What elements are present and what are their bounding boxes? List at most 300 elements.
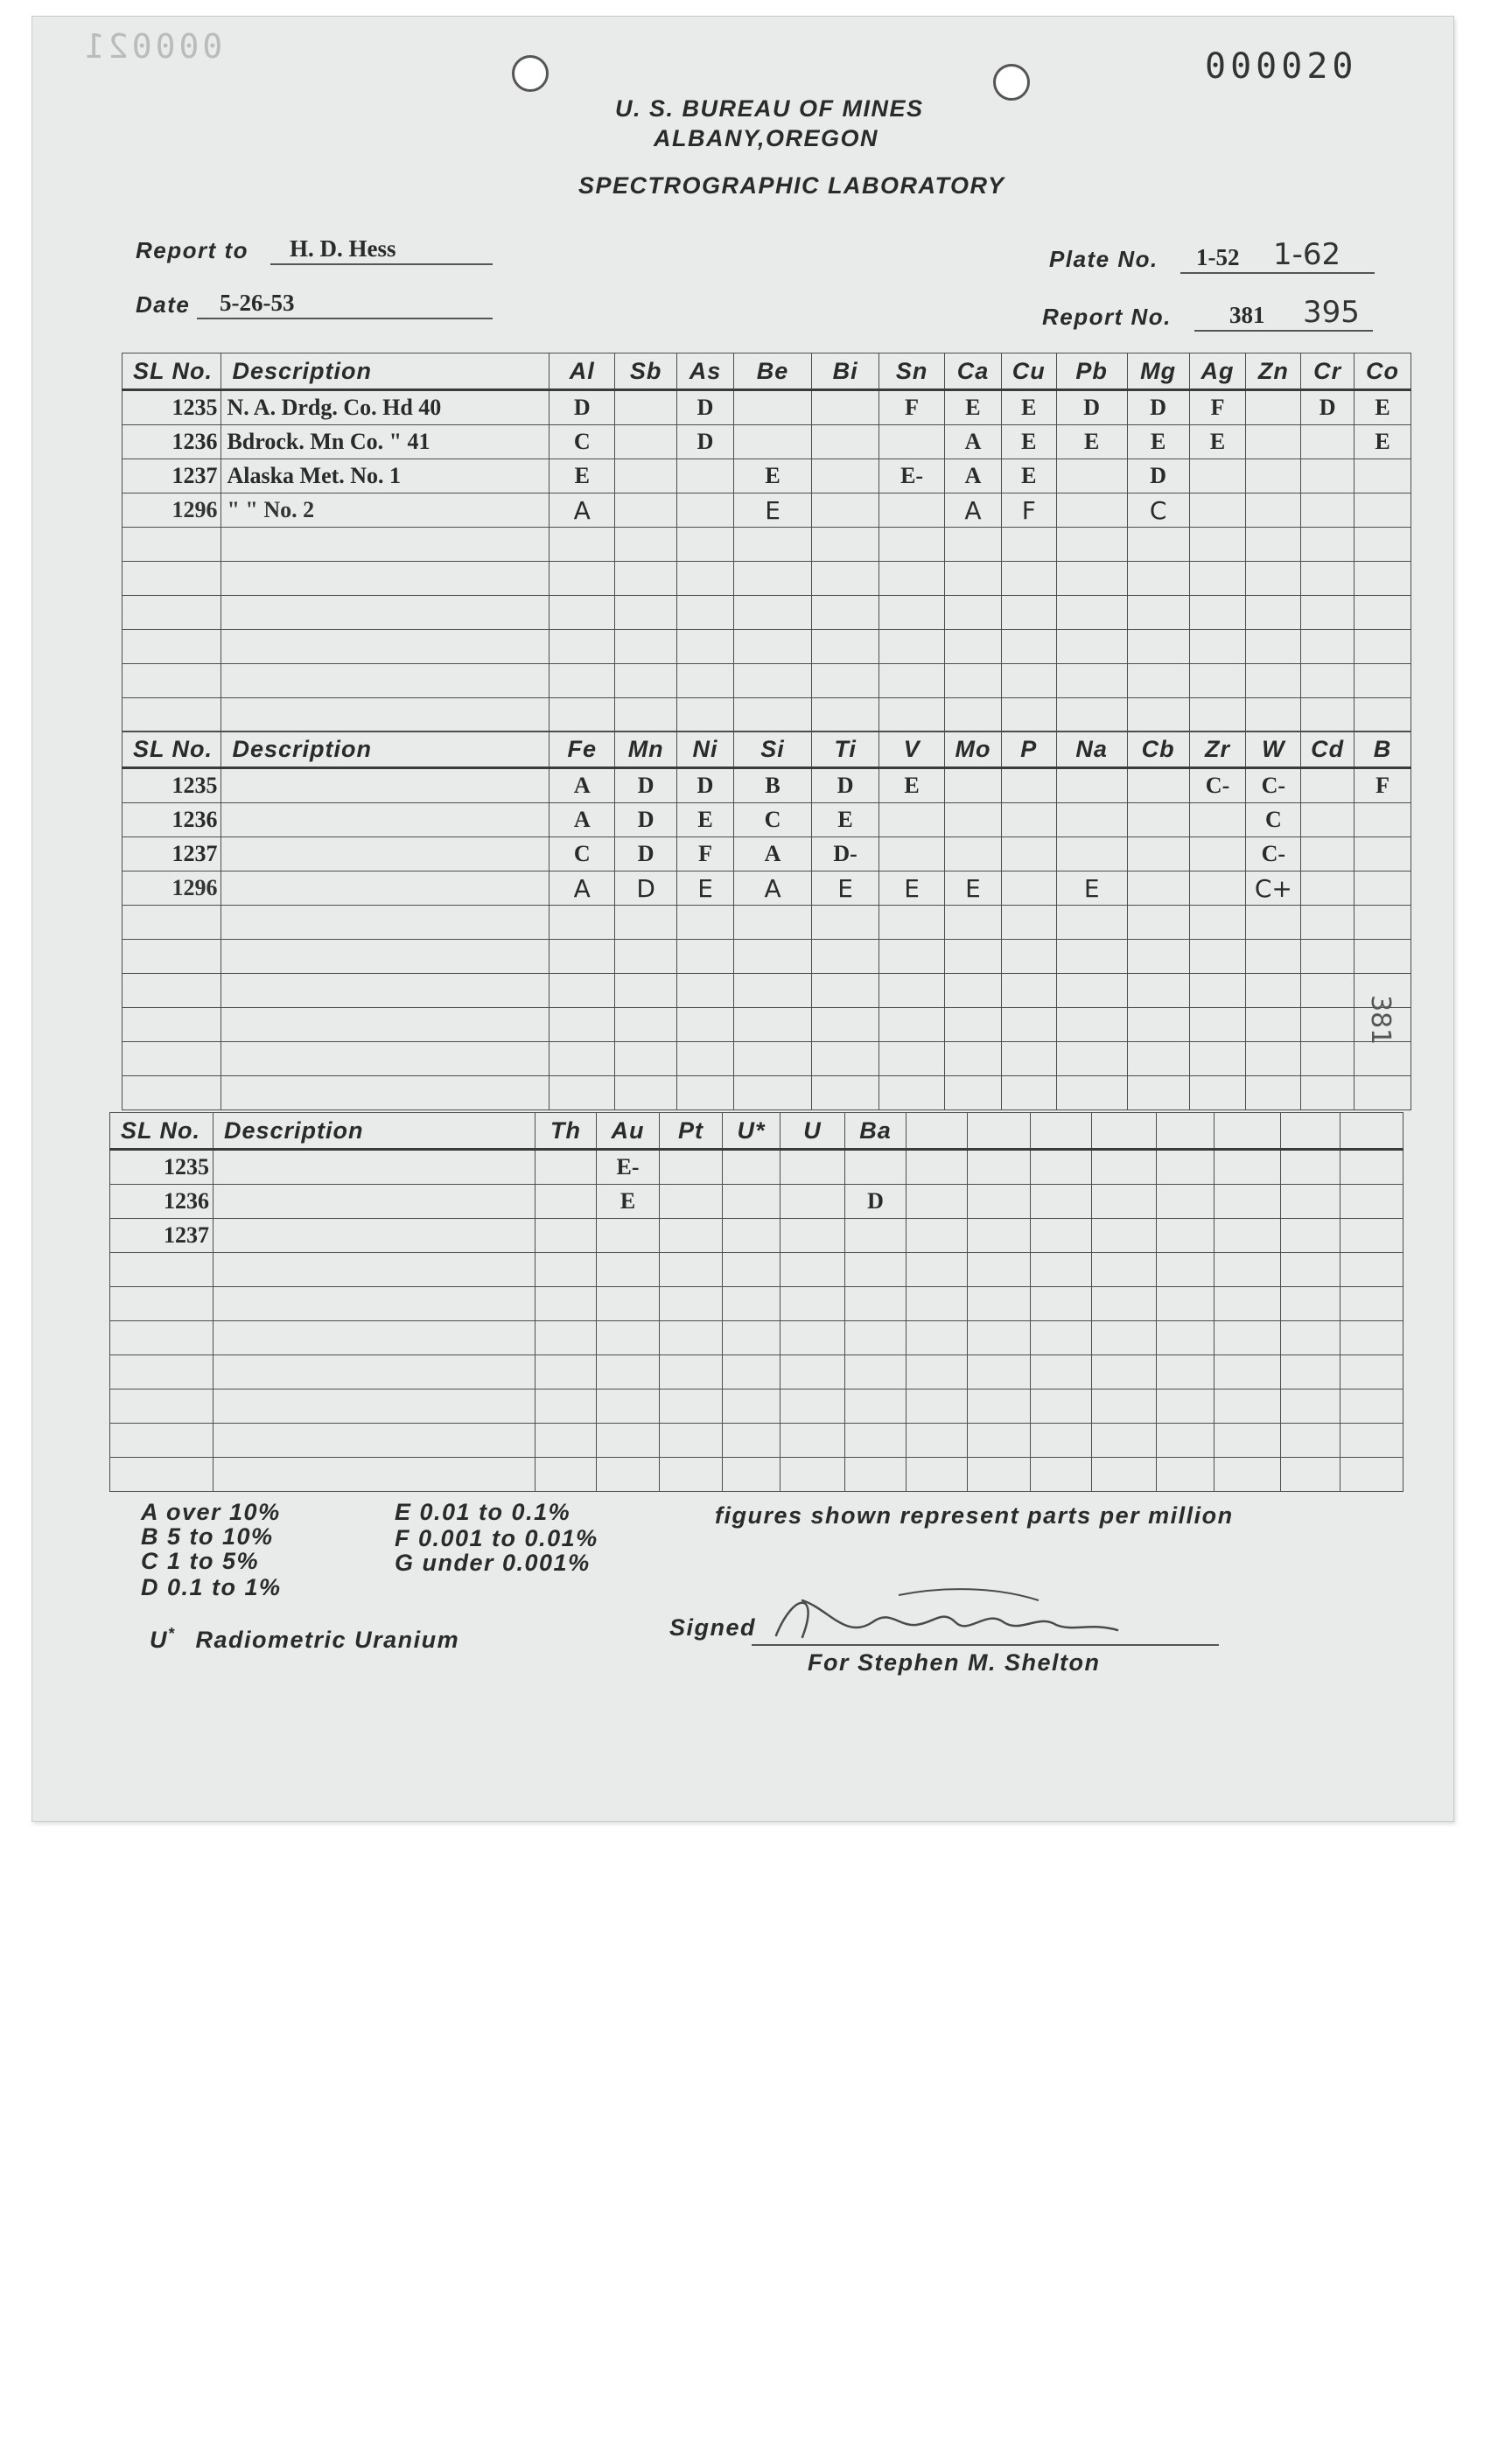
description-cell [214,1185,536,1219]
plate-handwritten: 1-62 [1273,237,1341,272]
margin-handwritten-number: 381 [1365,995,1396,1046]
column-header: Ag [1189,354,1246,390]
value-cell: E [677,803,734,837]
description-cell [221,630,550,664]
value-cell [660,1321,723,1355]
column-header: V [879,732,945,768]
value-cell [1340,1253,1404,1287]
table-row [122,803,1411,837]
value-cell [1056,803,1127,837]
value-cell: E [879,872,945,906]
column-header: P [1001,732,1056,768]
value-cell [733,974,811,1008]
value-cell [550,1076,615,1110]
column-header: Description [221,354,550,390]
value-cell: E [945,390,1002,425]
value-cell [968,1185,1031,1219]
value-cell: A [733,837,811,872]
value-cell [615,1042,677,1076]
value-cell [660,1458,723,1492]
value-cell [1301,768,1354,803]
column-header [968,1113,1031,1150]
value-cell [1031,1390,1092,1424]
stamp-number: 000020 [1205,46,1358,87]
value-cell: E [1354,425,1411,459]
value-cell [879,1042,945,1076]
date-underline [197,318,493,319]
sl-number-cell [110,1321,214,1355]
value-cell [1056,664,1127,698]
value-cell [723,1150,780,1185]
value-cell [879,803,945,837]
value-cell [1281,1150,1340,1185]
sl-number-cell [122,1076,221,1110]
description-cell [221,664,550,698]
column-header: B [1354,732,1411,768]
value-cell [1092,1355,1157,1390]
sl-number-cell [122,1042,221,1076]
value-cell [1056,562,1127,596]
value-cell [677,494,734,528]
value-cell [945,596,1002,630]
value-cell [723,1424,780,1458]
value-cell [1056,768,1127,803]
value-cell [1001,974,1056,1008]
value-cell [1281,1287,1340,1321]
header-row [122,732,1411,768]
description-cell [221,906,550,940]
value-cell [1189,974,1246,1008]
value-cell: E [812,803,879,837]
value-cell [1246,630,1301,664]
value-cell [733,906,811,940]
value-cell [1056,974,1127,1008]
value-cell [1157,1287,1214,1321]
faint-stamp-number: 000021 [81,27,223,66]
value-cell: C [550,837,615,872]
value-cell [615,974,677,1008]
value-cell: C- [1189,768,1246,803]
sl-number-cell [110,1355,214,1390]
value-cell [660,1185,723,1219]
value-cell [1001,803,1056,837]
value-cell [615,664,677,698]
value-cell [879,630,945,664]
value-cell [733,596,811,630]
value-cell: D [1127,459,1189,494]
value-cell [1056,528,1127,562]
sl-number-cell [122,940,221,974]
value-cell [968,1390,1031,1424]
value-cell [615,1008,677,1042]
table-row [122,664,1411,698]
value-cell: E [1056,872,1127,906]
column-header: Sn [879,354,945,390]
value-cell [733,390,811,425]
value-cell [677,1042,734,1076]
value-cell [1056,596,1127,630]
value-cell [1301,940,1354,974]
value-cell [1127,630,1189,664]
value-cell [1301,906,1354,940]
column-header: U [780,1113,845,1150]
value-cell [780,1253,845,1287]
value-cell [1157,1424,1214,1458]
value-cell [879,698,945,732]
value-cell [1031,1458,1092,1492]
value-cell [780,1424,845,1458]
value-cell [879,1008,945,1042]
value-cell [536,1185,597,1219]
value-cell [1189,940,1246,974]
value-cell: C+ [1246,872,1301,906]
value-cell [1189,906,1246,940]
value-cell [1001,596,1056,630]
value-cell [780,1458,845,1492]
value-cell [1354,562,1411,596]
value-cell [1157,1321,1214,1355]
value-cell [1301,1076,1354,1110]
value-cell [945,803,1002,837]
value-cell [1246,664,1301,698]
table-row [122,562,1411,596]
value-cell [812,390,879,425]
value-cell [945,906,1002,940]
description-cell [214,1355,536,1390]
value-cell [780,1185,845,1219]
value-cell: E [1056,425,1127,459]
value-cell [1157,1458,1214,1492]
value-cell [968,1287,1031,1321]
value-cell: A [945,459,1002,494]
value-cell: F [1189,390,1246,425]
value-cell [906,1321,968,1355]
sl-number-cell [122,974,221,1008]
signed-label: Signed [669,1614,757,1641]
value-cell [945,1008,1002,1042]
value-cell [677,596,734,630]
value-cell [1301,872,1354,906]
value-cell [1056,494,1127,528]
elements-table-3 [109,1112,1404,1492]
value-cell [550,1008,615,1042]
value-cell [733,940,811,974]
value-cell: C- [1246,768,1301,803]
value-cell [1214,1253,1281,1287]
table-row [110,1150,1404,1185]
value-cell [879,562,945,596]
value-cell [1031,1219,1092,1253]
column-header: Description [221,732,550,768]
value-cell [677,1076,734,1110]
table-row [122,906,1411,940]
value-cell [1354,872,1411,906]
value-cell [1340,1287,1404,1321]
value-cell [945,664,1002,698]
column-header [906,1113,968,1150]
value-cell [1354,803,1411,837]
value-cell [1301,459,1354,494]
value-cell [677,562,734,596]
value-cell [1056,459,1127,494]
value-cell [1127,562,1189,596]
value-cell [845,1390,906,1424]
value-cell [1127,528,1189,562]
column-header [1214,1113,1281,1150]
value-cell [1301,425,1354,459]
value-cell [536,1390,597,1424]
value-cell [845,1150,906,1185]
value-cell [1189,1042,1246,1076]
value-cell [550,664,615,698]
value-cell [812,596,879,630]
sl-number-cell: 1296 [122,494,221,528]
table-row [122,768,1411,803]
value-cell [812,940,879,974]
value-cell [812,562,879,596]
value-cell [1214,1355,1281,1390]
value-cell [615,562,677,596]
description-cell [214,1390,536,1424]
value-cell [1189,596,1246,630]
value-cell: A [550,872,615,906]
value-cell [812,1076,879,1110]
value-cell [845,1219,906,1253]
value-cell [812,459,879,494]
value-cell: E [879,768,945,803]
value-cell [879,906,945,940]
column-header: Na [1056,732,1127,768]
value-cell [1189,562,1246,596]
value-cell [615,630,677,664]
value-cell: D [677,768,734,803]
column-header: Pb [1056,354,1127,390]
value-cell [1340,1458,1404,1492]
value-cell [536,1253,597,1287]
header-line-2: ALBANY,OREGON [654,125,879,151]
value-cell [968,1253,1031,1287]
value-cell: D [615,837,677,872]
value-cell [1127,974,1189,1008]
column-header: SL No. [122,732,221,768]
value-cell [1092,1253,1157,1287]
value-cell [536,1287,597,1321]
sl-number-cell [110,1458,214,1492]
value-cell [1246,940,1301,974]
sl-number-cell [110,1424,214,1458]
value-cell [1001,528,1056,562]
column-header: Mg [1127,354,1189,390]
value-cell [597,1321,660,1355]
value-cell: E [597,1185,660,1219]
column-header: Cr [1301,354,1354,390]
sl-number-cell [122,630,221,664]
description-cell [221,698,550,732]
value-cell [879,425,945,459]
column-header: Pt [660,1113,723,1150]
column-header: Ba [845,1113,906,1150]
column-header: Be [733,354,811,390]
value-cell [1056,630,1127,664]
column-header: Ni [677,732,734,768]
value-cell [723,1458,780,1492]
value-cell [536,1321,597,1355]
value-cell [1157,1355,1214,1390]
table-row [122,425,1411,459]
value-cell [723,1355,780,1390]
description-cell [221,940,550,974]
report-sheet [32,16,1454,1822]
value-cell [845,1253,906,1287]
sl-number-cell: 1296 [122,872,221,906]
value-cell [879,940,945,974]
value-cell [1354,596,1411,630]
value-cell [945,1076,1002,1110]
value-cell: E [1001,425,1056,459]
value-cell [1340,1185,1404,1219]
report-to-underline [270,263,493,265]
table-row [122,974,1411,1008]
value-cell [906,1185,968,1219]
value-cell [945,562,1002,596]
value-cell: A [550,768,615,803]
value-cell [615,459,677,494]
description-cell [214,1321,536,1355]
description-cell [214,1424,536,1458]
value-cell [879,837,945,872]
sl-number-cell [122,596,221,630]
value-cell [1301,698,1354,732]
value-cell [1281,1458,1340,1492]
value-cell [812,630,879,664]
value-cell [1092,1390,1157,1424]
sl-number-cell [122,562,221,596]
value-cell [1354,1042,1411,1076]
value-cell [1001,1076,1056,1110]
value-cell [1031,1321,1092,1355]
value-cell [1246,562,1301,596]
value-cell [1301,664,1354,698]
value-cell [1127,698,1189,732]
value-cell [1127,596,1189,630]
value-cell [536,1458,597,1492]
value-cell [1354,494,1411,528]
value-cell: A [733,872,811,906]
value-cell [1056,1076,1127,1110]
value-cell [1001,630,1056,664]
value-cell [1301,596,1354,630]
value-cell [968,1458,1031,1492]
value-cell [1092,1185,1157,1219]
value-cell [1214,1390,1281,1424]
value-cell [845,1458,906,1492]
column-header: SL No. [110,1113,214,1150]
description-cell [221,562,550,596]
value-cell [1246,459,1301,494]
column-header: Fe [550,732,615,768]
value-cell [879,664,945,698]
column-header: As [677,354,734,390]
date-value: 5-26-53 [220,290,295,316]
value-cell [597,1458,660,1492]
value-cell [733,630,811,664]
legend-e: E 0.01 to 0.1% [395,1499,571,1525]
table-row [110,1355,1404,1390]
value-cell [906,1424,968,1458]
value-cell [677,940,734,974]
sl-number-cell: 1237 [110,1219,214,1253]
header-line-1: U. S. BUREAU OF MINES [615,95,924,122]
value-cell: D [615,872,677,906]
value-cell: E [733,459,811,494]
value-cell [1354,1076,1411,1110]
table-row [122,837,1411,872]
value-cell [1214,1185,1281,1219]
value-cell [945,630,1002,664]
sl-number-cell [122,528,221,562]
value-cell [1031,1424,1092,1458]
column-header: Au [597,1113,660,1150]
column-header: Cd [1301,732,1354,768]
value-cell: E- [879,459,945,494]
column-header: W [1246,732,1301,768]
value-cell: D [615,803,677,837]
value-cell [1189,528,1246,562]
value-cell: D [550,390,615,425]
table-row [110,1219,1404,1253]
value-cell [1246,494,1301,528]
header-line-3: SPECTROGRAPHIC LABORATORY [578,172,1005,199]
value-cell [968,1355,1031,1390]
value-cell [906,1390,968,1424]
table-row [122,630,1411,664]
value-cell [1214,1150,1281,1185]
table-row [110,1424,1404,1458]
value-cell [812,698,879,732]
value-cell [677,974,734,1008]
value-cell [1092,1219,1157,1253]
value-cell: C- [1246,837,1301,872]
report-no-value: 381 [1229,302,1265,328]
value-cell [723,1287,780,1321]
table-row [122,494,1411,528]
value-cell [1354,664,1411,698]
value-cell [845,1424,906,1458]
table-row [122,1042,1411,1076]
value-cell [968,1424,1031,1458]
value-cell [597,1219,660,1253]
column-header: U* [723,1113,780,1150]
u-star-symbol: U [150,1627,168,1653]
value-cell: F [1354,768,1411,803]
column-header: Si [733,732,811,768]
description-cell: Alaska Met. No. 1 [221,459,550,494]
value-cell [945,1042,1002,1076]
value-cell [1281,1355,1340,1390]
table-row [122,1008,1411,1042]
value-cell [1127,906,1189,940]
sl-number-cell [110,1390,214,1424]
column-header [1157,1113,1214,1150]
value-cell [615,425,677,459]
value-cell [945,940,1002,974]
value-cell [879,528,945,562]
value-cell [550,528,615,562]
value-cell [1056,698,1127,732]
value-cell [1092,1287,1157,1321]
value-cell [906,1253,968,1287]
value-cell [968,1219,1031,1253]
